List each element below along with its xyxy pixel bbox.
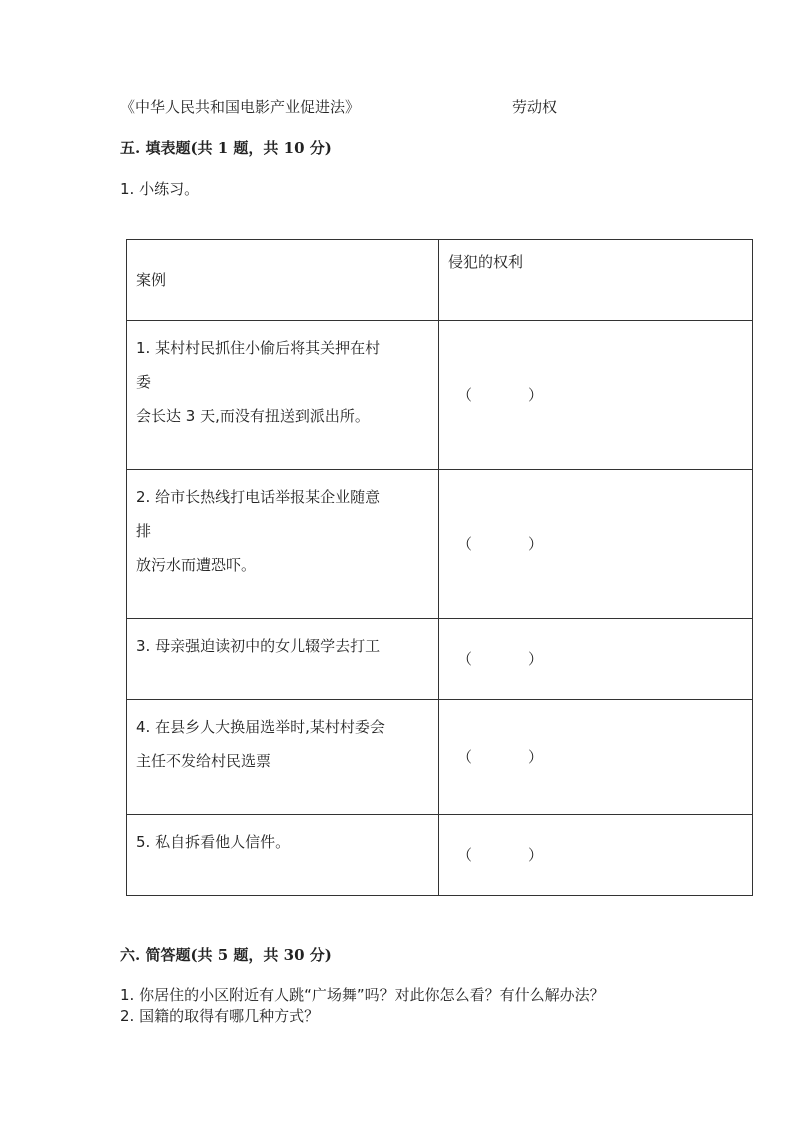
answer-blank[interactable]: （ ） xyxy=(457,650,544,668)
fill-table xyxy=(126,239,753,896)
answer-blank[interactable]: （ ） xyxy=(457,386,544,404)
law-answer-right: 劳动权 xyxy=(512,98,558,116)
answer-cell[interactable] xyxy=(439,700,753,815)
case-cell xyxy=(127,815,439,896)
case-line: 3. 母亲强迫读初中的女儿辍学去打工 xyxy=(136,637,381,655)
table-row xyxy=(127,700,753,815)
table-header-row xyxy=(127,240,753,321)
case-cell xyxy=(127,700,439,815)
answer-blank[interactable]: （ ） xyxy=(457,535,544,553)
table-row xyxy=(127,815,753,896)
answer-cell[interactable] xyxy=(439,321,753,470)
case-line: 排 xyxy=(136,522,152,540)
case-line: 会长达 3 天,而没有扭送到派出所。 xyxy=(136,407,370,425)
table-row xyxy=(127,321,753,470)
law-title-left: 《中华人民共和国电影产业促进法》 xyxy=(120,98,361,116)
table-row xyxy=(127,470,753,619)
case-line: 5. 私自拆看他人信件。 xyxy=(136,833,291,851)
case-line: 4. 在县乡人大换届选举时,某村村委会 xyxy=(136,718,385,736)
case-line: 委 xyxy=(136,373,152,391)
answer-blank[interactable]: （ ） xyxy=(457,748,544,766)
header-case: 案例 xyxy=(127,240,439,321)
section6-title: 六. 简答题(共 5 题，共 30 分) xyxy=(120,946,332,964)
case-line: 放污水而遭恐吓。 xyxy=(136,556,257,574)
case-cell xyxy=(127,321,439,470)
header-right: 侵犯的权利 xyxy=(439,240,753,321)
case-line: 主任不发给村民选票 xyxy=(136,752,272,770)
case-line: 2. 给市长热线打电话举报某企业随意 xyxy=(136,488,381,506)
question-item: 1. 你居住的小区附近有人跳“广场舞”吗？对此你怎么看？有什么解办法？ xyxy=(120,986,605,1004)
answer-cell[interactable] xyxy=(439,470,753,619)
case-cell xyxy=(127,619,439,700)
answer-blank[interactable]: （ ） xyxy=(457,846,544,864)
section5-title: 五. 填表题(共 1 题，共 10 分) xyxy=(120,139,332,157)
answer-cell[interactable] xyxy=(439,619,753,700)
section5-intro: 1. 小练习。 xyxy=(120,180,200,198)
answer-cell[interactable] xyxy=(439,815,753,896)
case-cell xyxy=(127,470,439,619)
table-row xyxy=(127,619,753,700)
question-item: 2. 国籍的取得有哪几种方式？ xyxy=(120,1007,320,1025)
case-line: 1. 某村村民抓住小偷后将其关押在村 xyxy=(136,339,381,357)
